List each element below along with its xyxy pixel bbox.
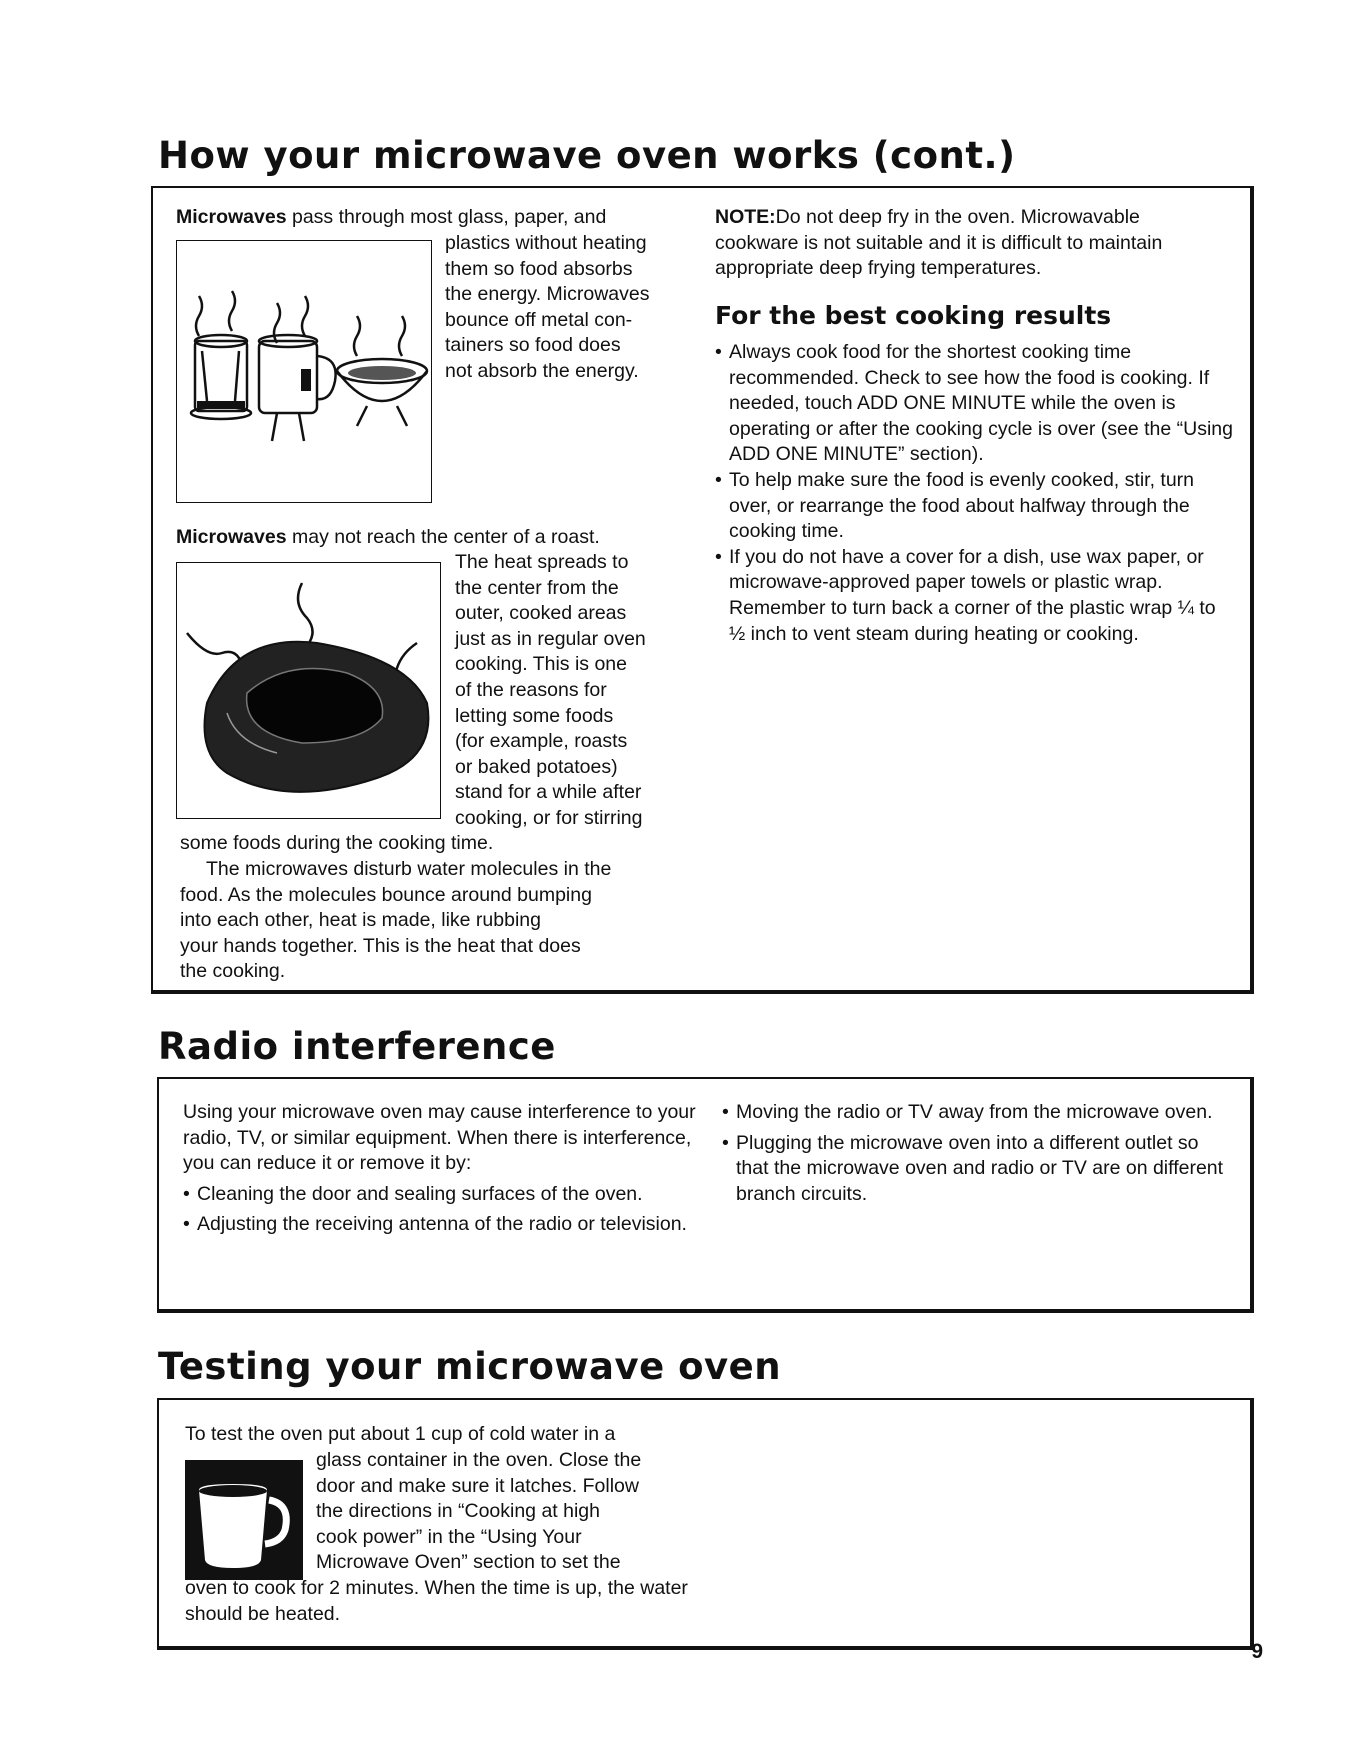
p2-line: The heat spreads to	[455, 551, 629, 573]
p1-line: tainers so food does	[445, 334, 621, 357]
p1-line: not absorb the energy.	[445, 359, 639, 382]
roast-figure	[176, 562, 441, 819]
testing-first-line: To test the oven put about 1 cup of cold water in a	[185, 1423, 616, 1445]
p3-line: food. As the molecules bounce around bumping	[180, 883, 592, 906]
p1-line: them so food absorbs	[445, 257, 633, 280]
section-title-radio-interference: Radio interference	[158, 1025, 556, 1068]
p1-first-line: Microwaves pass through most glass, paper, and	[176, 206, 607, 228]
p2-line: stand for a while after	[455, 781, 642, 804]
best-results-subtitle: For the best cooking results	[715, 301, 1112, 330]
best-results-list	[715, 340, 1235, 647]
testing-line: Microwave Oven” section to set the	[316, 1551, 621, 1574]
p1-line: bounce off metal con-	[445, 308, 633, 331]
p3-line: The microwaves disturb water molecules in the	[206, 858, 612, 880]
deep-fry-note: NOTE:Do not deep fry in the oven. Microwavable cookware is not suitable and it is difficult to maintain appropriate deep frying temperatures.	[715, 206, 1163, 280]
list-item: • Moving the radio or TV away from the microwave oven.	[722, 1100, 1232, 1126]
p2-line: of the reasons for	[455, 678, 607, 701]
p2-line: cooking, or for stirring	[455, 806, 643, 829]
page-number: 9	[1251, 1640, 1263, 1663]
section-title-testing: Testing your microwave oven	[158, 1345, 782, 1388]
radio-left-column	[183, 1100, 718, 1238]
p3-paragraph	[180, 857, 680, 985]
microwave-containers-illustration	[177, 241, 430, 501]
p2-line: cooking. This is one	[455, 653, 627, 676]
testing-line: cook power” in the “Using Your	[316, 1525, 582, 1548]
p1-wrapped-lines	[445, 231, 649, 385]
p2-line: outer, cooked areas	[455, 602, 627, 625]
p2-line: (for example, roasts	[455, 730, 628, 753]
p2-tail: some foods during the cooking time.	[180, 832, 494, 854]
p1-line: the energy. Microwaves	[445, 283, 650, 306]
testing-tail: oven to cook for 2 minutes. When the time is up, the water should be heated.	[185, 1577, 688, 1625]
list-item: • Adjusting the receiving antenna of the radio or television.	[183, 1212, 718, 1238]
list-item: • Cleaning the door and sealing surfaces of the oven.	[183, 1182, 718, 1208]
p2-line: the center from the	[455, 576, 619, 599]
p2-first-line: Microwaves may not reach the center of a roast.	[176, 526, 600, 548]
list-item: • If you do not have a cover for a dish, use wax paper, or microwave-approved paper towels or plastic wrap. Remember to turn back a corner of the plastic wrap ¼ to ½ inch to vent steam during heating or cooking.	[715, 545, 1235, 647]
list-item: • Plugging the microwave oven into a different outlet so that the microwave oven and radio or TV are on different branch circuits.	[722, 1131, 1232, 1208]
list-item: • To help make sure the food is evenly cooked, stir, turn over, or rearrange the food about halfway through the cooking time.	[715, 468, 1235, 545]
testing-line: the directions in “Cooking at high	[316, 1500, 600, 1523]
p3-line: your hands together. This is the heat that does	[180, 934, 581, 957]
p1-line: plastics without heating	[445, 232, 647, 254]
containers-figure	[176, 240, 432, 503]
section-title-how-it-works: How your microwave oven works (cont.)	[158, 134, 1016, 177]
p2-line: letting some foods	[455, 704, 614, 727]
cup-figure	[185, 1460, 303, 1580]
p3-line: into each other, heat is made, like rubbing	[180, 909, 541, 932]
testing-wrapped-lines	[316, 1448, 641, 1576]
p2-line: just as in regular oven	[455, 627, 646, 650]
list-item: • Always cook food for the shortest cooking time recommended. Check to see how the food is cooking. If needed, touch ADD ONE MINUTE while the oven is operating or after the cooking cycle is over (see the “Using ADD ONE MINUTE” section).	[715, 340, 1235, 468]
testing-line: glass container in the oven. Close the	[316, 1449, 642, 1471]
radio-right-column	[722, 1100, 1232, 1207]
p2-line: or baked potatoes)	[455, 755, 618, 778]
p3-line: the cooking.	[180, 960, 286, 983]
measuring-cup-icon	[185, 1460, 303, 1580]
testing-line: door and make sure it latches. Follow	[316, 1474, 639, 1497]
roast-illustration	[177, 563, 439, 817]
radio-intro: Using your microwave oven may cause interference to your radio, TV, or similar equipment. When there is interference, you can reduce it or remove it by:	[183, 1101, 696, 1175]
p2-wrapped-lines	[455, 550, 646, 832]
